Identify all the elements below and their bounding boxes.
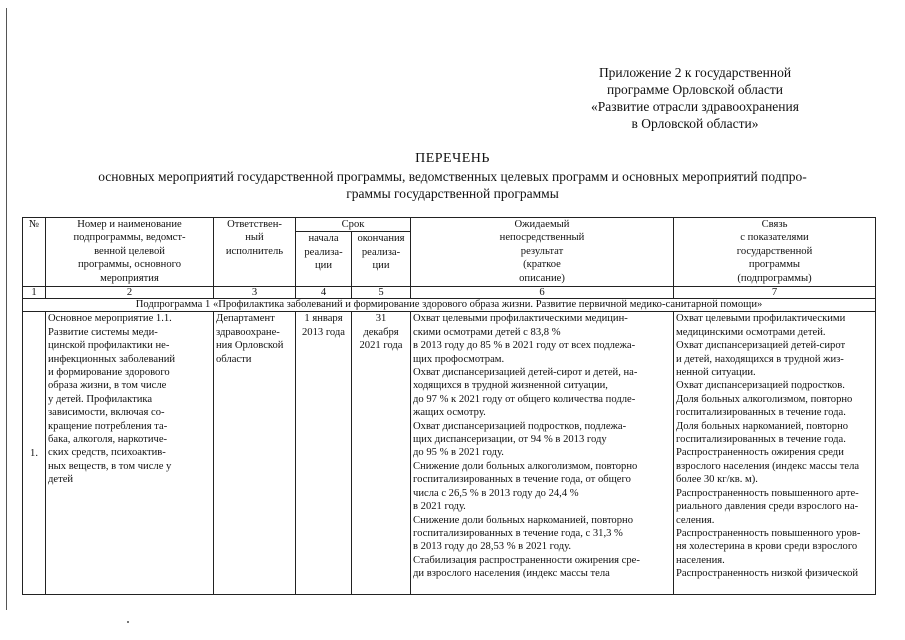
column-number: 5 (352, 287, 411, 299)
row-name-line: ных веществ, в том числе у (48, 460, 172, 472)
header-executor-line: ный (245, 232, 264, 244)
row-result-line: Охват диспансеризацией подростков, подлежа- (413, 420, 627, 432)
column-number: 6 (411, 287, 674, 299)
row-link-line: Распространенность повышенного уров- (676, 527, 861, 539)
subprogram-title: Подпрограмма 1 «Профилактика заболеваний и формирование здорового образа жизни. Развитие первичной медико-санитарной помощи» (23, 299, 876, 312)
row-result-line: ди взрослого населения (индекс массы тела (413, 568, 610, 580)
header-name-line: венной целевой (94, 245, 165, 257)
row-link-line: населения. (676, 554, 725, 566)
row-name-line: цинской профилактики не- (48, 340, 170, 352)
row-link-line: и детей, находящихся в трудной жиз- (676, 353, 844, 365)
row-link-line: более 30 кг/кв. м). (676, 474, 758, 486)
row-end-line: 2021 года (359, 340, 403, 352)
header-end (352, 232, 411, 287)
header-executor-line: Ответствен- (227, 219, 282, 230)
header-link-line: Связь (761, 219, 788, 230)
row-name-line: образа жизни, в том числе (48, 380, 167, 392)
row-result-line: в 2021 году. (413, 501, 466, 513)
row-link-line: Охват диспансеризацией детей-сирот (676, 340, 846, 352)
row-result-cell (411, 312, 674, 595)
row-result-line: госпитализированных в течение года, с 31,3 % (413, 527, 623, 539)
appendix-line: Приложение 2 к государственной (598, 65, 792, 80)
header-name-line: подпрограммы, ведомст- (73, 232, 186, 244)
header-name-line: Номер и наименование (77, 219, 182, 230)
row-result-line: до 97 % к 2021 году от общего количества подле- (413, 393, 636, 405)
subprogram-row (23, 299, 876, 312)
row-link-line: госпитализированных в течение года. (676, 434, 846, 446)
row-result-line: Снижение доли больных наркоманией, повторно (413, 514, 633, 526)
row-name-line: и формирование здорового (48, 367, 170, 379)
header-result (411, 218, 674, 287)
row-link-line: Доля больных наркоманией, повторно (676, 420, 849, 432)
row-result-line: щих профосмотрам. (413, 353, 505, 365)
document-subtitle (30, 168, 875, 202)
table-row (23, 312, 876, 595)
header-end-line: ции (372, 260, 390, 272)
column-number: 3 (214, 287, 296, 299)
header-start-line: ции (314, 260, 332, 272)
subtitle-line: граммы государственной программы (346, 186, 559, 201)
row-link-cell (674, 312, 876, 595)
row-link-line: Охват целевыми профилактическими (676, 313, 846, 325)
row-result-line: ходящихся в трудной жизненной ситуации, (413, 380, 608, 392)
row-link-line: ненной ситуации. (676, 367, 756, 379)
scan-speck (127, 621, 129, 623)
header-result-line: описание) (519, 272, 565, 284)
row-link-line: риального давления среди взрослого на- (676, 501, 859, 513)
header-end-line: окончания (357, 233, 405, 245)
row-executor-line: области (216, 353, 252, 365)
row-link-line: ня холестерина в крови среди взрослого (676, 541, 858, 553)
header-result-line: результат (520, 245, 564, 257)
header-row (23, 218, 876, 232)
header-result-line: (краткое (523, 259, 561, 271)
row-end-line: декабря (363, 326, 399, 338)
row-link-line: Распространенность ожирения среди (676, 447, 844, 459)
header-result-line: непосредственный (499, 232, 585, 244)
header-link-line: государственной (736, 245, 813, 257)
header-start-line: начала (308, 233, 339, 245)
row-name-line: Развитие системы меди- (48, 326, 158, 338)
row-result-line: Охват диспансеризацией детей-сирот и детей, на- (413, 367, 638, 379)
row-name-line: кращение потребления та- (48, 420, 168, 432)
row-link-line: Распространенность низкой физической (676, 568, 859, 580)
header-end-line: реализа- (361, 246, 401, 258)
appendix-line: в Орловской области» (631, 116, 759, 131)
header-term: Срок (296, 218, 411, 232)
row-result-line: жащих осмотру. (413, 407, 486, 419)
header-name-line: программы, основного (77, 259, 181, 271)
subtitle-line: основных мероприятий государственной программы, ведомственных целевых программ и основных мероприятий подпро- (98, 169, 807, 184)
column-number: 2 (46, 287, 214, 299)
measures-table (22, 217, 876, 595)
row-link-line: Охват диспансеризацией подростков. (676, 380, 845, 392)
row-name-line: у детей. Профилактика (48, 393, 153, 405)
header-executor (214, 218, 296, 287)
row-name-line: зависимости, включая со- (48, 407, 165, 419)
row-result-line: до 95 % в 2021 году. (413, 447, 504, 459)
column-number: 4 (296, 287, 352, 299)
row-result-line: Стабилизация распространенности ожирения сре- (413, 554, 640, 566)
header-start (296, 232, 352, 287)
row-link-line: селения. (676, 514, 715, 526)
row-result-line: Охват целевыми профилактическими медицин- (413, 313, 628, 325)
row-link-line: Доля больных алкоголизмом, повторно (676, 393, 853, 405)
appendix-line: «Развитие отрасли здравоохранения (591, 99, 799, 114)
row-name-cell (46, 312, 214, 595)
row-start-cell (296, 312, 352, 595)
row-result-line: скими осмотрами детей с 83,8 % (413, 326, 561, 338)
row-executor-line: ния Орловской (216, 340, 284, 352)
row-result-line: Снижение доли больных алкоголизмом, повторно (413, 460, 638, 472)
row-link-line: госпитализированных в течение года. (676, 407, 846, 419)
header-name (46, 218, 214, 287)
row-name-line: ских средств, психоактив- (48, 447, 166, 459)
row-result-line: в 2013 году до 85 % в 2021 году от всех подлежа- (413, 340, 636, 352)
header-name-line: мероприятия (100, 272, 159, 284)
appendix-line: программе Орловской области (607, 82, 783, 97)
header-executor-line: исполнитель (225, 245, 284, 257)
row-executor-line: Департамент (216, 313, 275, 325)
row-link-line: Распространенность повышенного арте- (676, 487, 859, 499)
row-start-line: 2013 года (301, 326, 345, 338)
document-title: ПЕРЕЧЕНЬ (415, 151, 490, 166)
header-num: № (23, 218, 46, 287)
header-link-line: (подпрограммы) (737, 272, 812, 284)
header-link-line: с показателями (740, 232, 809, 244)
header-start-line: реализа- (304, 246, 343, 258)
row-executor-cell (214, 312, 296, 595)
page-left-border (6, 8, 7, 610)
row-end-line: 31 (375, 313, 387, 325)
header-result-line: Ожидаемый (514, 219, 570, 230)
row-name-line: инфекционных заболеваний (48, 353, 176, 365)
row-name-line: Основное мероприятие 1.1. (48, 313, 172, 325)
row-result-line: числа с 26,5 % в 2013 году до 24,4 % (413, 487, 579, 499)
column-number: 7 (674, 287, 876, 299)
row-number: 1. (23, 312, 46, 595)
row-result-line: щих диспансеризации, от 94 % в 2013 году (413, 434, 607, 446)
row-result-line: в 2013 году до 28,53 % в 2021 году. (413, 541, 572, 553)
appendix-header (560, 64, 830, 132)
row-executor-line: здравоохране- (216, 326, 280, 338)
row-result-line: госпитализированных в течение года, от общего (413, 474, 631, 486)
header-link-line: программы (748, 259, 801, 271)
row-name-line: бака, алкоголя, наркотиче- (48, 434, 168, 446)
row-link-line: медицинскими осмотрами детей. (676, 326, 826, 338)
row-name-line: детей (48, 474, 74, 486)
row-link-line: взрослого населения (индекс массы тела (676, 460, 860, 472)
column-number: 1 (23, 287, 46, 299)
column-number-row (23, 287, 876, 299)
row-start-line: 1 января (304, 313, 343, 325)
row-end-cell (352, 312, 411, 595)
header-link (674, 218, 876, 287)
